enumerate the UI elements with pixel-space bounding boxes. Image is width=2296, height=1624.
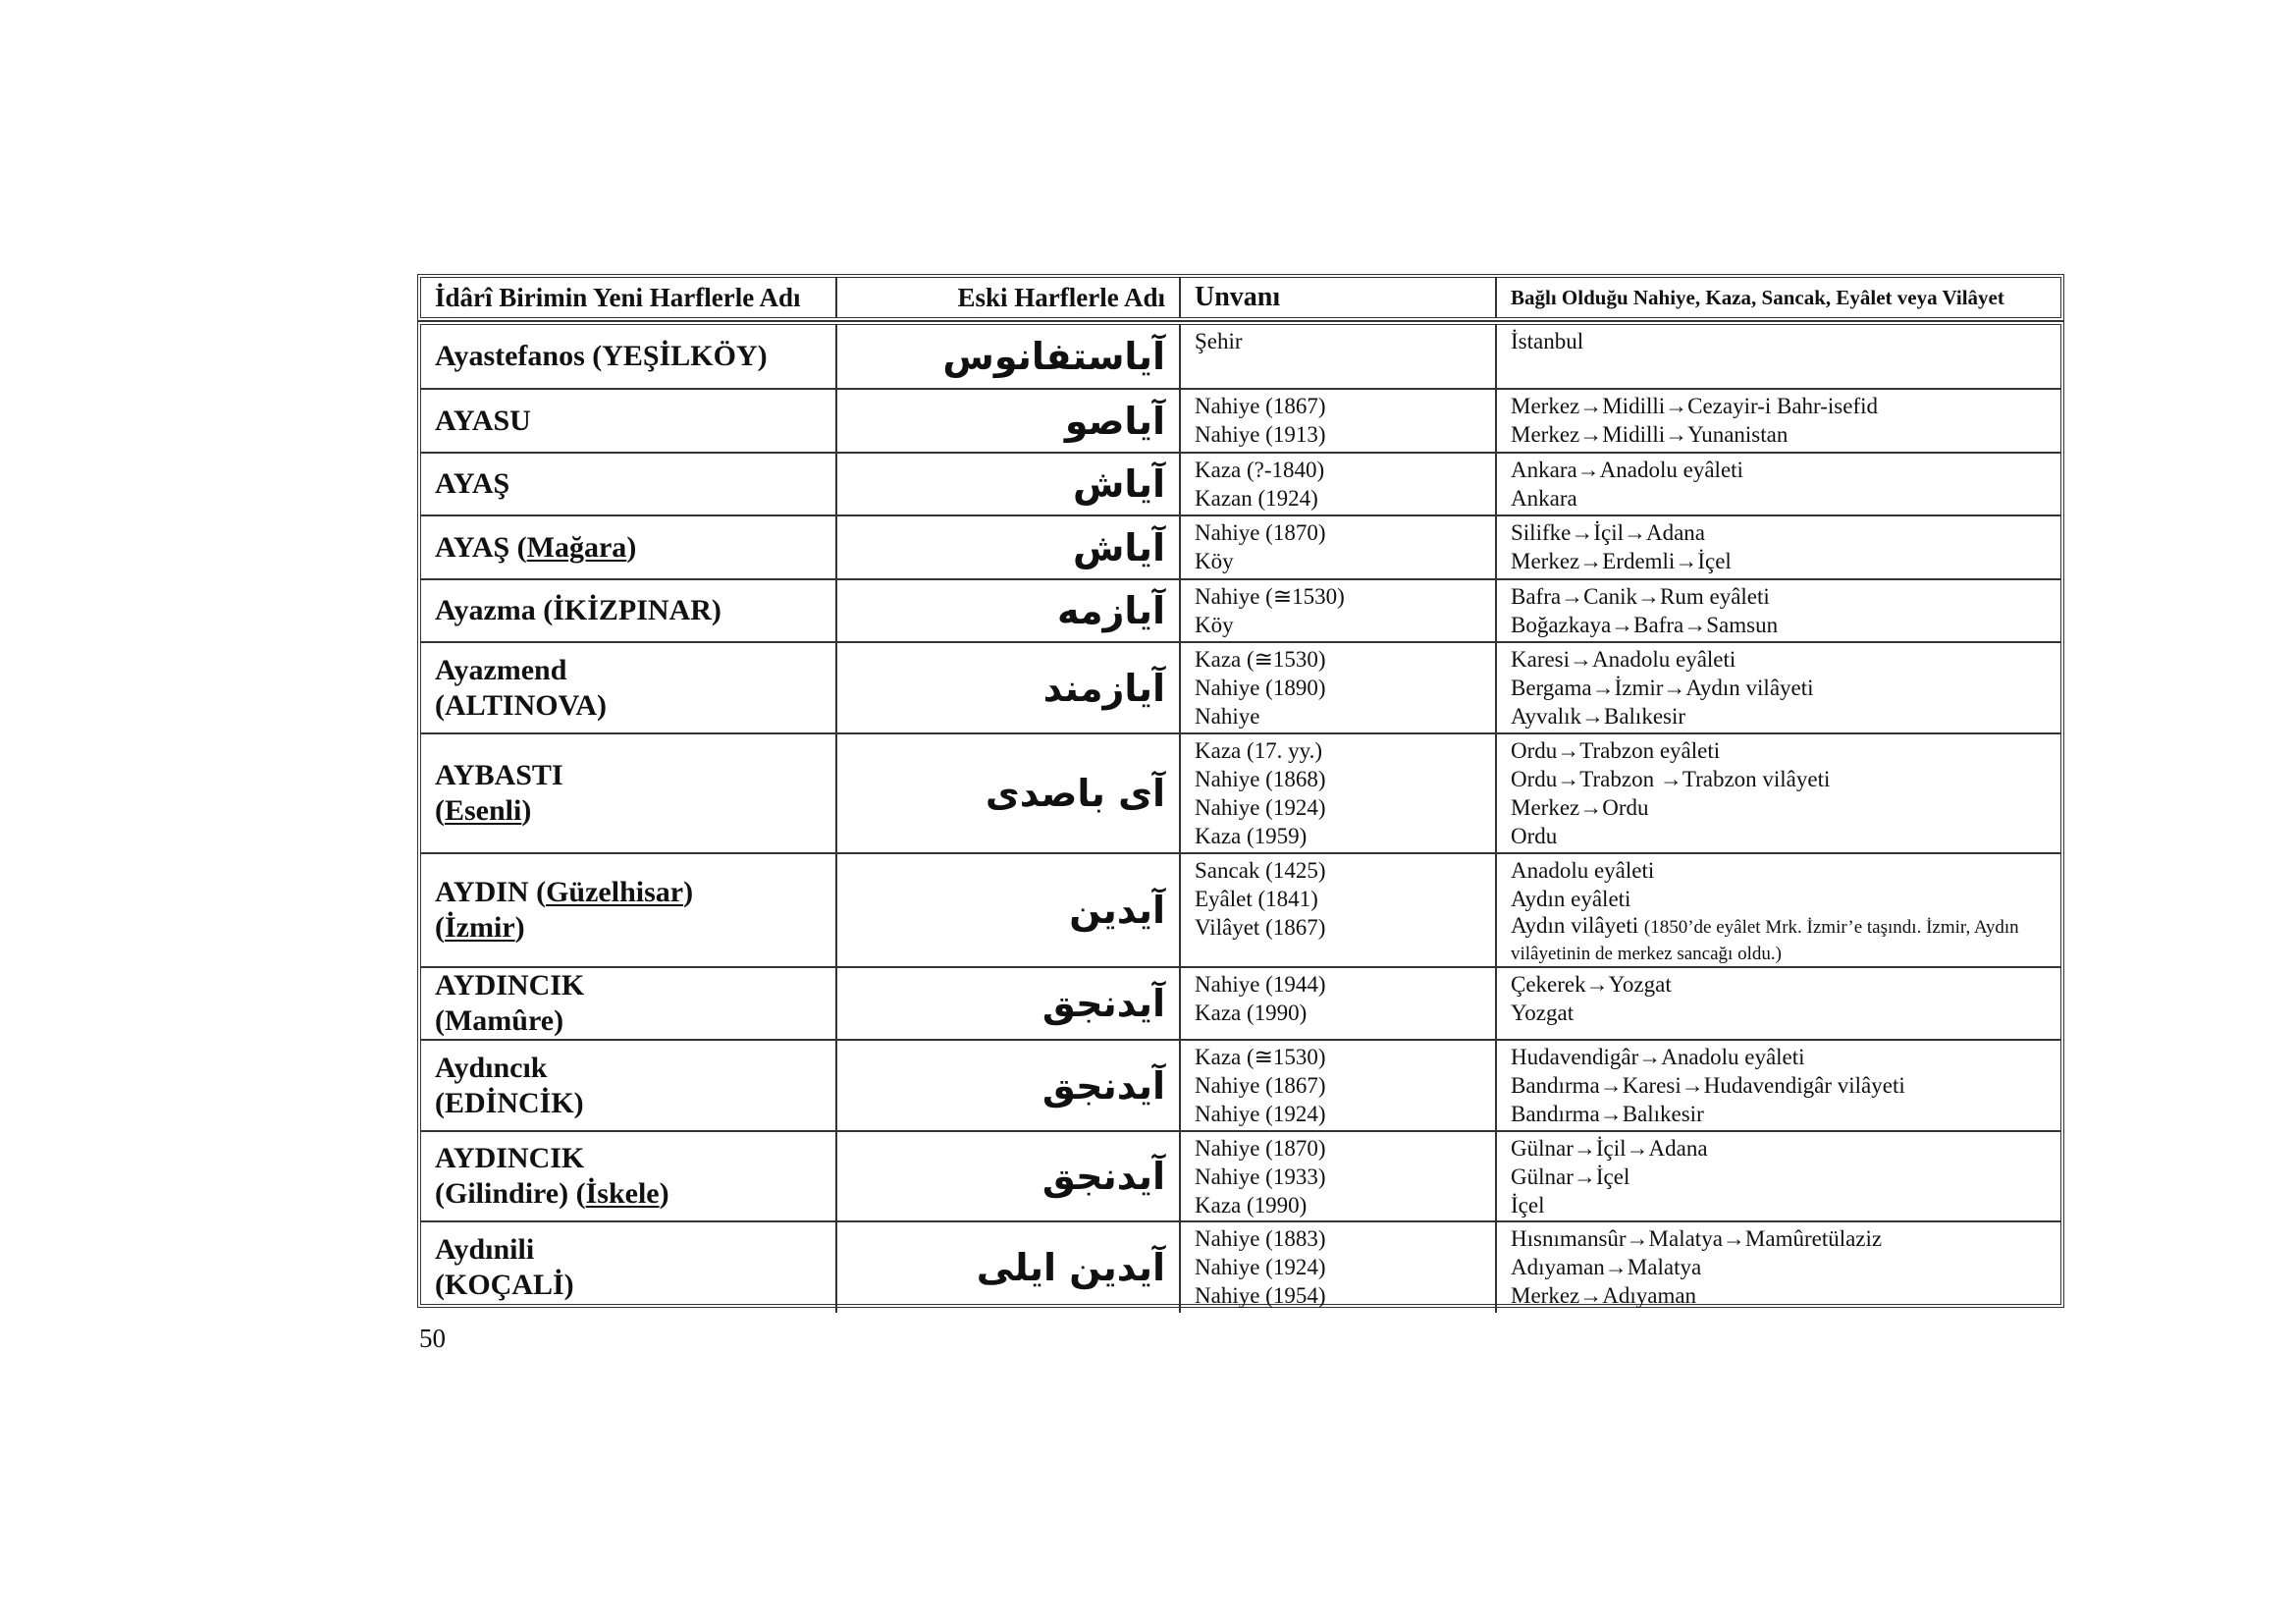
title-line: Nahiye (1924) <box>1195 1102 1326 1126</box>
parent-cell <box>1496 733 2060 853</box>
name-part: Aydıncık <box>435 1051 548 1084</box>
table-body <box>421 325 2060 1313</box>
name-part: Ayazma (İKİZPINAR) <box>435 594 721 626</box>
parent-line: Adıyaman→Malatya <box>1511 1255 1702 1279</box>
parent-line: Merkez→Midilli→Cezayir-i Bahr-isefid <box>1511 394 1878 418</box>
header-parent: Bağlı Olduğu Nahiye, Kaza, Sancak, Eyâlet veya Vilâyet <box>1496 278 2060 317</box>
parent-line: Bandırma→Karesi→Hudavendigâr vilâyeti <box>1511 1073 1905 1098</box>
parent-line: Hudavendigâr→Anadolu eyâleti <box>1511 1045 1805 1069</box>
title-line: Nahiye (1954) <box>1195 1283 1326 1308</box>
new-name-cell <box>421 853 836 967</box>
new-name-cell <box>421 579 836 642</box>
title-cell <box>1180 853 1496 967</box>
parent-line: İçel <box>1511 1193 1545 1218</box>
title-line: Nahiye (1868) <box>1195 767 1326 791</box>
new-name-cell <box>421 1040 836 1131</box>
title-cell <box>1180 579 1496 642</box>
table-row <box>421 515 2060 579</box>
old-name-cell: آيدنجق <box>836 1040 1180 1131</box>
title-line: Nahiye (1913) <box>1195 422 1326 447</box>
table-row <box>421 389 2060 453</box>
header-row <box>421 278 2060 317</box>
title-line: Nahiye (1870) <box>1195 520 1326 545</box>
new-name-cell <box>421 1221 836 1313</box>
old-name-cell: آياش <box>836 453 1180 515</box>
new-name-cell <box>421 453 836 515</box>
name-part: AYAŞ <box>435 467 510 500</box>
new-name-cell <box>421 642 836 733</box>
parent-cell <box>1496 967 2060 1040</box>
title-line: Nahiye (1944) <box>1195 972 1326 997</box>
parent-line: Ayvalık→Balıkesir <box>1511 704 1686 729</box>
title-line: Nahiye (1883) <box>1195 1226 1326 1251</box>
old-name-cell: آيازمه <box>836 579 1180 642</box>
title-line: Nahiye (1890) <box>1195 676 1326 700</box>
title-cell <box>1180 733 1496 853</box>
parent-cell <box>1496 1040 2060 1131</box>
title-line: Kaza (1990) <box>1195 1193 1308 1218</box>
parent-line: Ankara→Anadolu eyâleti <box>1511 458 1743 482</box>
parent-line: Hısnımansûr→Malatya→Mamûretülaziz <box>1511 1226 1883 1251</box>
table-row <box>421 967 2060 1040</box>
table-row <box>421 325 2060 389</box>
title-line: Eyâlet (1841) <box>1195 887 1318 911</box>
parent-cell <box>1496 1131 2060 1221</box>
title-line: Şehir <box>1195 329 1243 353</box>
name-part: AYASU <box>435 404 531 437</box>
parent-line: Çekerek→Yozgat <box>1511 972 1672 997</box>
table-body-frame <box>417 321 2064 1308</box>
title-line: Köy <box>1195 613 1234 637</box>
parent-cell <box>1496 515 2060 579</box>
table-row <box>421 1221 2060 1313</box>
header-table <box>421 278 2060 317</box>
old-name-cell: آيدنجق <box>836 1131 1180 1221</box>
parent-cell <box>1496 1221 2060 1313</box>
name-part: ) <box>659 1177 669 1210</box>
new-name-cell <box>421 325 836 389</box>
table-row <box>421 1131 2060 1221</box>
new-name-cell <box>421 389 836 453</box>
parent-line: Ankara <box>1511 486 1577 511</box>
title-line: Kaza (≅1530) <box>1195 647 1326 672</box>
parent-line: Merkez→Adıyaman <box>1511 1283 1697 1308</box>
new-name-cell <box>421 967 836 1040</box>
table-header-frame <box>417 274 2064 321</box>
name-part: ) <box>521 794 532 827</box>
title-line: Kazan (1924) <box>1195 486 1318 511</box>
old-name-cell: آياصو <box>836 389 1180 453</box>
name-part: AYAŞ ( <box>435 530 527 564</box>
name-part: Ayastefanos (YEŞİLKÖY) <box>435 340 768 372</box>
parent-line-note: (1850’de eyâlet Mrk. İzmir’e taşındı. İzmir, Aydın vilâyetinin de merkez sancağı oldu.) <box>1511 917 2019 964</box>
old-name-cell: آيدين <box>836 853 1180 967</box>
title-line: Nahiye (1924) <box>1195 795 1326 820</box>
title-line: Nahiye <box>1195 704 1260 729</box>
title-line: Nahiye (1933) <box>1195 1164 1326 1189</box>
name-part: Ayazmend <box>435 653 567 686</box>
old-name-cell: آيدين ايلى <box>836 1221 1180 1313</box>
parent-line: Ordu→Trabzon eyâleti <box>1511 738 1721 763</box>
parent-line: Bergama→İzmir→Aydın vilâyeti <box>1511 676 1814 700</box>
title-line: Köy <box>1195 549 1234 573</box>
parent-line: Yozgat <box>1511 1001 1575 1025</box>
parent-line: Merkez→Erdemli→İçel <box>1511 549 1732 573</box>
parent-line-main: Aydın vilâyeti <box>1511 913 1639 938</box>
name-part: (Mamûre) <box>435 1004 564 1037</box>
title-cell <box>1180 1040 1496 1131</box>
new-name-cell <box>421 515 836 579</box>
header-old-name: Eski Harflerle Adı <box>836 278 1180 317</box>
name-part: Aydınili <box>435 1233 535 1266</box>
parent-line: Bafra→Canik→Rum eyâleti <box>1511 584 1770 609</box>
header-new-name: İdârî Birimin Yeni Harflerle Adı <box>421 278 836 317</box>
name-part: (EDİNCİK) <box>435 1086 584 1119</box>
title-line: Nahiye (1867) <box>1195 1073 1326 1098</box>
table-row <box>421 642 2060 733</box>
name-part: ) <box>683 876 694 908</box>
title-line: Sancak (1425) <box>1195 858 1326 883</box>
title-line: Kaza (?-1840) <box>1195 458 1325 482</box>
title-line: Nahiye (1924) <box>1195 1255 1326 1279</box>
name-part: (Gilindire) ( <box>435 1177 586 1210</box>
underlined-name-part: Esenli <box>445 794 522 827</box>
parent-line: Bandırma→Balıkesir <box>1511 1102 1704 1126</box>
underlined-name-part: Güzelhisar <box>546 876 684 908</box>
title-line: Nahiye (1870) <box>1195 1136 1326 1161</box>
name-part: ( <box>435 911 445 944</box>
name-part: ) <box>626 530 637 564</box>
underlined-name-part: İzmir <box>445 911 515 944</box>
name-part: AYDINCIK <box>435 1142 585 1174</box>
title-cell <box>1180 967 1496 1040</box>
title-line: Nahiye (≅1530) <box>1195 584 1345 609</box>
parent-line: Ordu→Trabzon →Trabzon vilâyeti <box>1511 767 1831 791</box>
parent-line-with-note <box>1511 913 2060 966</box>
title-line: Kaza (≅1530) <box>1195 1045 1326 1069</box>
parent-line: Merkez→Midilli→Yunanistan <box>1511 422 1789 447</box>
table-row <box>421 853 2060 967</box>
title-cell <box>1180 642 1496 733</box>
parent-line: Anadolu eyâleti <box>1511 858 1655 883</box>
parent-cell <box>1496 389 2060 453</box>
table-row <box>421 1040 2060 1131</box>
name-part: ( <box>435 794 445 827</box>
old-name-cell: آى باصدى <box>836 733 1180 853</box>
parent-cell <box>1496 325 2060 389</box>
parent-line: Merkez→Ordu <box>1511 795 1649 820</box>
name-part: (KOÇALİ) <box>435 1269 574 1301</box>
parent-line: Boğazkaya→Bafra→Samsun <box>1511 613 1779 637</box>
parent-cell <box>1496 853 2060 967</box>
name-part: ) <box>514 911 525 944</box>
page-number: 50 <box>419 1324 446 1353</box>
title-cell <box>1180 1131 1496 1221</box>
title-line: Kaza (1959) <box>1195 824 1308 848</box>
title-cell <box>1180 389 1496 453</box>
parent-line: Gülnar→İçel <box>1511 1164 1630 1189</box>
underlined-name-part: Mağara <box>526 530 627 564</box>
title-line: Nahiye (1867) <box>1195 394 1326 418</box>
new-name-cell <box>421 1131 836 1221</box>
parent-line: Aydın eyâleti <box>1511 887 1631 911</box>
parent-cell <box>1496 453 2060 515</box>
name-part: AYBASTI <box>435 759 563 791</box>
title-cell <box>1180 515 1496 579</box>
title-cell <box>1180 325 1496 389</box>
admin-units-table <box>421 325 2060 1313</box>
new-name-cell <box>421 733 836 853</box>
parent-line: Karesi→Anadolu eyâleti <box>1511 647 1736 672</box>
title-cell <box>1180 453 1496 515</box>
parent-cell <box>1496 642 2060 733</box>
name-part: AYDINCIK <box>435 969 585 1001</box>
parent-cell <box>1496 579 2060 642</box>
title-line: Vilâyet (1867) <box>1195 915 1326 940</box>
old-name-cell: آيازمند <box>836 642 1180 733</box>
title-line: Kaza (1990) <box>1195 1001 1308 1025</box>
title-cell <box>1180 1221 1496 1313</box>
old-name-cell: آياستفانوس <box>836 325 1180 389</box>
header-title: Unvanı <box>1180 278 1496 317</box>
name-part: (ALTINOVA) <box>435 688 608 722</box>
table-row <box>421 579 2060 642</box>
parent-line: Silifke→İçil→Adana <box>1511 520 1706 545</box>
parent-line: Ordu <box>1511 824 1558 848</box>
underlined-name-part: İskele <box>585 1177 660 1210</box>
table-row <box>421 453 2060 515</box>
old-name-cell: آياش <box>836 515 1180 579</box>
name-part: AYDIN ( <box>435 876 547 908</box>
table-row <box>421 733 2060 853</box>
title-line: Kaza (17. yy.) <box>1195 738 1323 763</box>
old-name-cell: آيدنجق <box>836 967 1180 1040</box>
parent-line: İstanbul <box>1511 329 1584 353</box>
parent-line: Gülnar→İçil→Adana <box>1511 1136 1708 1161</box>
